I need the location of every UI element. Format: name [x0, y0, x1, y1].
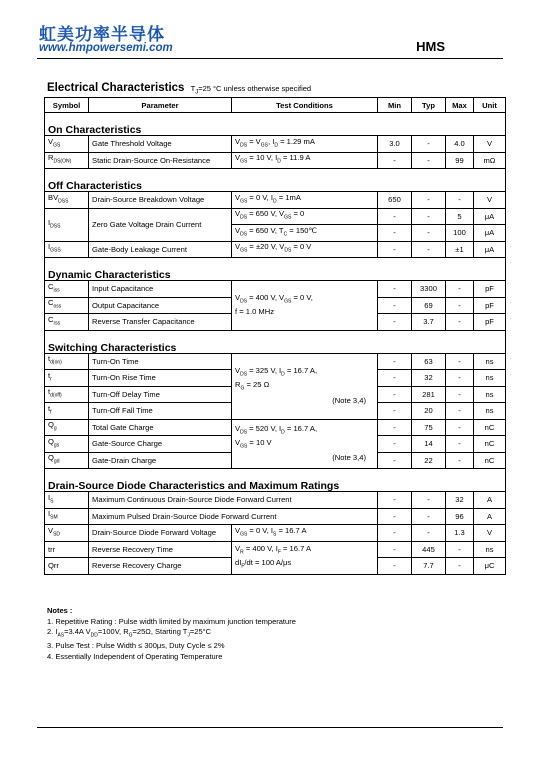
- max-cell: -: [446, 558, 474, 575]
- note-item: 1. Repetitive Rating : Pulse width limited by maximum junction temperature: [47, 616, 296, 626]
- col-header: Min: [378, 98, 412, 113]
- symbol-cell: $Q_{gd}$: [45, 452, 89, 469]
- max-cell: -: [446, 370, 474, 387]
- typ-cell: 20: [412, 403, 446, 420]
- col-header: Max: [446, 98, 474, 113]
- unit-cell: ns: [474, 370, 506, 387]
- footer-divider: [37, 727, 503, 728]
- table-row: [45, 192, 506, 209]
- max-cell: 5: [446, 208, 474, 225]
- unit-cell: ns: [474, 541, 506, 558]
- symbol-cell: $Q_{gs}$: [45, 436, 89, 453]
- section-header-on: On Characteristics: [45, 113, 506, 136]
- typ-cell: -: [412, 241, 446, 258]
- col-header: Parameter: [89, 98, 232, 113]
- symbol-cell: $C_{iss}$: [45, 281, 89, 298]
- min-cell: -: [378, 419, 412, 436]
- test-condition-cell: $V_{GS} = 0$ V, $I_S = 16.7$ A: [232, 525, 378, 542]
- symbol-cell: $t_{d(on)}$: [45, 353, 89, 370]
- min-cell: -: [378, 492, 412, 509]
- parameter-cell: Gate-Drain Charge: [89, 452, 232, 469]
- note-reference: (Note 3,4): [332, 453, 366, 463]
- parameter-cell: Gate-Source Charge: [89, 436, 232, 453]
- header-divider: [37, 58, 503, 59]
- section-header-dynamic: Dynamic Characteristics: [45, 258, 506, 281]
- parameter-cell: Input Capacitance: [89, 281, 232, 298]
- company-website: www.hmpowersemi.com: [39, 42, 173, 54]
- typ-cell: -: [412, 225, 446, 242]
- min-cell: -: [378, 541, 412, 558]
- typ-cell: -: [412, 192, 446, 209]
- symbol-cell: $I_{DSS}$: [45, 208, 89, 241]
- symbol-cell: $I_{GSS}$: [45, 241, 89, 258]
- symbol-cell: $I_{SM}$: [45, 508, 89, 525]
- table-title-text: Electrical Characteristics: [47, 82, 185, 94]
- col-header: Test Conditions: [232, 98, 378, 113]
- max-cell: 96: [446, 508, 474, 525]
- unit-cell: pF: [474, 297, 506, 314]
- typ-cell: 281: [412, 386, 446, 403]
- parameter-cell: Zero Gate Voltage Drain Current: [89, 208, 232, 241]
- max-cell: 100: [446, 225, 474, 242]
- table-row: [45, 281, 506, 298]
- table-row: [45, 508, 506, 525]
- unit-cell: ns: [474, 403, 506, 420]
- unit-cell: μA: [474, 241, 506, 258]
- typ-cell: 22: [412, 452, 446, 469]
- electrical-characteristics-table: [44, 97, 506, 575]
- max-cell: -: [446, 353, 474, 370]
- brand-name: HMS: [416, 39, 445, 54]
- symbol-cell: $R_{DS(ON)}$: [45, 152, 89, 169]
- typ-cell: 75: [412, 419, 446, 436]
- min-cell: -: [378, 225, 412, 242]
- parameter-cell: Output Capacitance: [89, 297, 232, 314]
- test-condition-cell: $V_{GS} = 10$ V, $I_D = 11.9$ A: [232, 152, 378, 169]
- test-condition-cell: $V_{GS} = \pm 20$ V, $V_{DS} = 0$ V: [232, 241, 378, 258]
- parameter-cell: Gate Threshold Voltage: [89, 136, 232, 153]
- min-cell: -: [378, 558, 412, 575]
- table-row: [45, 419, 506, 436]
- parameter-cell: Maximum Pulsed Drain-Source Diode Forward Current: [89, 508, 378, 525]
- test-condition-cell: $V_{DS} = 325$ V, $I_D = 16.7$ A, $R_G = 25$ Ω (Note 3,4): [232, 353, 378, 419]
- typ-cell: -: [412, 492, 446, 509]
- symbol-cell: $t_{d(off)}$: [45, 386, 89, 403]
- max-cell: -: [446, 541, 474, 558]
- col-header: Typ: [412, 98, 446, 113]
- note-reference: (Note 3,4): [332, 395, 366, 405]
- col-header: Unit: [474, 98, 506, 113]
- col-header: Symbol: [45, 98, 89, 113]
- min-cell: 3.0: [378, 136, 412, 153]
- table-row: [45, 208, 506, 225]
- typ-cell: 32: [412, 370, 446, 387]
- symbol-cell: Qrr: [45, 558, 89, 575]
- min-cell: -: [378, 386, 412, 403]
- min-cell: -: [378, 281, 412, 298]
- parameter-cell: Turn-On Rise Time: [89, 370, 232, 387]
- max-cell: -: [446, 386, 474, 403]
- symbol-cell: $BV_{DSS}$: [45, 192, 89, 209]
- unit-cell: nC: [474, 419, 506, 436]
- typ-cell: 63: [412, 353, 446, 370]
- parameter-cell: Reverse Recovery Charge: [89, 558, 232, 575]
- min-cell: -: [378, 241, 412, 258]
- typ-cell: 3300: [412, 281, 446, 298]
- parameter-cell: Drain-Source Breakdown Voltage: [89, 192, 232, 209]
- typ-cell: 14: [412, 436, 446, 453]
- symbol-cell: $C_{oss}$: [45, 297, 89, 314]
- max-cell: -: [446, 192, 474, 209]
- note-item: 4. Essentially Independent of Operating Temperature: [47, 651, 223, 661]
- note-item: 3. Pulse Test : Pulse Width ≤ 300μs, Duty Cycle ≤ 2%: [47, 641, 225, 650]
- min-cell: -: [378, 508, 412, 525]
- unit-cell: ns: [474, 353, 506, 370]
- table-row: [45, 541, 506, 558]
- parameter-cell: Turn-Off Fall Time: [89, 403, 232, 420]
- notes-title: Notes :: [47, 606, 73, 615]
- typ-cell: -: [412, 208, 446, 225]
- min-cell: -: [378, 525, 412, 542]
- unit-cell: μA: [474, 225, 506, 242]
- table-row: [45, 136, 506, 153]
- company-logo-chinese: 虹美功率半导体: [39, 25, 165, 45]
- notes-block: [47, 606, 296, 662]
- min-cell: -: [378, 314, 412, 331]
- section-header-diode: Drain-Source Diode Characteristics and Maximum Ratings: [45, 469, 506, 492]
- min-cell: -: [378, 436, 412, 453]
- typ-cell: -: [412, 508, 446, 525]
- unit-cell: V: [474, 192, 506, 209]
- unit-cell: A: [474, 492, 506, 509]
- parameter-cell: Turn-Off Delay Time: [89, 386, 232, 403]
- max-cell: 4.0: [446, 136, 474, 153]
- symbol-cell: $C_{rss}$: [45, 314, 89, 331]
- parameter-cell: Reverse Recovery Time: [89, 541, 232, 558]
- min-cell: -: [378, 452, 412, 469]
- max-cell: 99: [446, 152, 474, 169]
- min-cell: -: [378, 297, 412, 314]
- max-cell: 1.3: [446, 525, 474, 542]
- parameter-cell: Maximum Continuous Drain-Source Diode Forward Current: [89, 492, 378, 509]
- symbol-cell: $I_S$: [45, 492, 89, 509]
- unit-cell: V: [474, 136, 506, 153]
- unit-cell: mΩ: [474, 152, 506, 169]
- table-row: [45, 525, 506, 542]
- test-condition-cell: $V_{DS} = 400$ V, $V_{GS} = 0$ V, f = 1.0 MHz: [232, 281, 378, 331]
- parameter-cell: Static Drain-Source On-Resistance: [89, 152, 232, 169]
- typ-cell: 445: [412, 541, 446, 558]
- typ-cell: 7.7: [412, 558, 446, 575]
- parameter-cell: Turn-On Time: [89, 353, 232, 370]
- max-cell: -: [446, 281, 474, 298]
- section-header-switching: Switching Characteristics: [45, 330, 506, 353]
- unit-cell: ns: [474, 386, 506, 403]
- max-cell: ±1: [446, 241, 474, 258]
- min-cell: 650: [378, 192, 412, 209]
- min-cell: -: [378, 353, 412, 370]
- max-cell: -: [446, 419, 474, 436]
- test-condition-cell: $V_{DS} = 520$ V, $I_D = 16.7$ A, $V_{GS} = 10$ V (Note 3,4): [232, 419, 378, 469]
- max-cell: -: [446, 403, 474, 420]
- test-condition-cell: $V_R = 400$ V, $I_F = 16.7$ A $dI_F/dt = 100$ A/μs: [232, 541, 378, 574]
- unit-cell: pF: [474, 281, 506, 298]
- min-cell: -: [378, 208, 412, 225]
- test-condition-cell: $V_{DS} = 650$ V, $V_{GS} = 0$: [232, 208, 378, 225]
- typ-cell: -: [412, 136, 446, 153]
- max-cell: -: [446, 297, 474, 314]
- min-cell: -: [378, 370, 412, 387]
- typ-cell: -: [412, 152, 446, 169]
- table-title: [47, 82, 311, 96]
- unit-cell: A: [474, 508, 506, 525]
- symbol-cell: $t_f$: [45, 403, 89, 420]
- symbol-cell: $V_{SD}$: [45, 525, 89, 542]
- typ-cell: 69: [412, 297, 446, 314]
- unit-cell: μA: [474, 208, 506, 225]
- table-row: [45, 152, 506, 169]
- symbol-cell: $Q_g$: [45, 419, 89, 436]
- max-cell: -: [446, 314, 474, 331]
- min-cell: -: [378, 403, 412, 420]
- parameter-cell: Drain-Source Diode Forward Voltage: [89, 525, 232, 542]
- note-item: 2. $I_{AS}=3.4A$ $V_{DD}=100V$, $R_G=25\Omega$, Starting $T_J=25^\circ C$: [47, 627, 212, 639]
- typ-cell: 3.7: [412, 314, 446, 331]
- test-condition-cell: $V_{DS} = 650$ V, $T_C$ = 150℃: [232, 225, 378, 242]
- table-title-condition: $T_J=25$ °C unless otherwise specified: [190, 84, 312, 96]
- test-condition-cell: $V_{DS} = V_{GS}$, $I_D = 1.29$ mA: [232, 136, 378, 153]
- unit-cell: nC: [474, 452, 506, 469]
- symbol-cell: $V_{GS}$: [45, 136, 89, 153]
- section-header-off: Off Characteristics: [45, 169, 506, 192]
- typ-cell: -: [412, 525, 446, 542]
- table-row: [45, 353, 506, 370]
- unit-cell: V: [474, 525, 506, 542]
- table-header-row: [45, 98, 506, 113]
- max-cell: -: [446, 452, 474, 469]
- unit-cell: nC: [474, 436, 506, 453]
- parameter-cell: Reverse Transfer Capacitance: [89, 314, 232, 331]
- unit-cell: pF: [474, 314, 506, 331]
- min-cell: -: [378, 152, 412, 169]
- test-condition-cell: $V_{GS} = 0$ V, $I_D = 1mA$: [232, 192, 378, 209]
- symbol-cell: $t_r$: [45, 370, 89, 387]
- max-cell: 32: [446, 492, 474, 509]
- table-row: [45, 492, 506, 509]
- table-row: [45, 241, 506, 258]
- parameter-cell: Gate-Body Leakage Current: [89, 241, 232, 258]
- max-cell: -: [446, 436, 474, 453]
- unit-cell: μC: [474, 558, 506, 575]
- symbol-cell: trr: [45, 541, 89, 558]
- parameter-cell: Total Gate Charge: [89, 419, 232, 436]
